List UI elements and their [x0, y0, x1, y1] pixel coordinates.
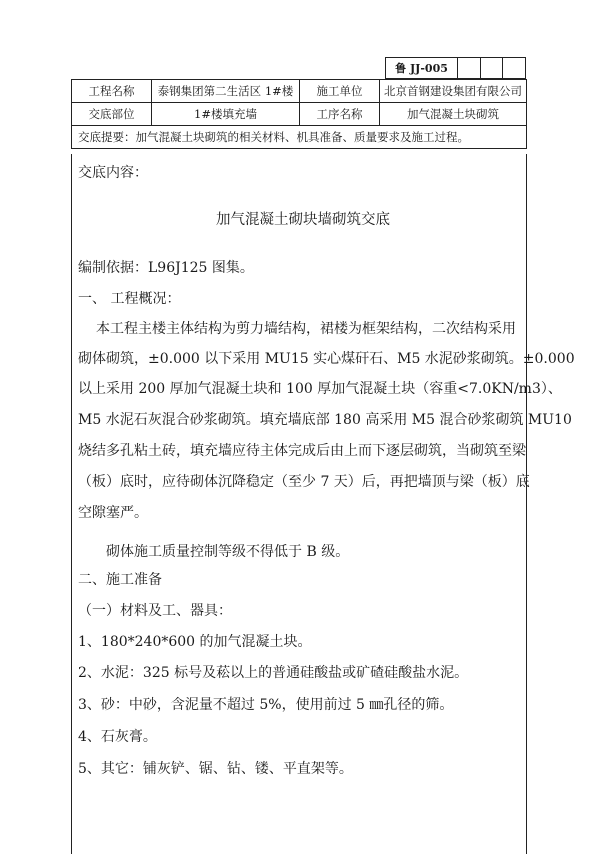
overview-line: 空隙塞严。: [78, 505, 148, 521]
subsection1-heading: （一）材料及工、器具：: [78, 603, 232, 619]
code-cell: [458, 58, 481, 78]
location-value: 1#楼填充墙: [152, 103, 300, 126]
code-cell: [503, 58, 525, 78]
list-item: 4、石灰膏。: [78, 729, 157, 745]
list-item: 5、其它：铺灰铲、锯、钻、镂、平直架等。: [78, 761, 353, 777]
header-table: [71, 79, 527, 149]
list-item: 2、水泥：325 标号及菘以上的普通硅酸盐或矿碴硅酸盐水泥。: [78, 665, 469, 681]
project-name-value: 泰钢集团第二生活区 1#楼: [152, 80, 300, 103]
process-label: 工序名称: [299, 103, 379, 126]
code-cell: [481, 58, 504, 78]
basis-line: 编制依据：L96J125 图集。: [78, 260, 254, 276]
overview-line: 以上采用 200 厚加气混凝土块和 100 厚加气混凝土块（容重<7.0KN/m3）、: [78, 381, 562, 397]
content-label: 交底内容：: [78, 165, 148, 181]
overview-line: 本工程主楼主体结构为剪力墙结构，裙楼为框架结构，二次结构采用: [96, 321, 516, 337]
document-code-box: [385, 57, 526, 79]
project-name-label: 工程名称: [72, 80, 152, 103]
contractor-value: 北京首钢建设集团有限公司: [380, 80, 527, 103]
overview-line: （板）底时，应待砌体沉降稳定（至少 7 天）后，再把墙顶与梁（板）底: [78, 474, 530, 490]
overview-line: 砌体砌筑，±0.000 以下采用 MU15 实心煤矸石、M5 水泥砂浆砌筑。±0.000: [78, 351, 575, 367]
contractor-label: 施工单位: [299, 80, 379, 103]
section1-heading: 一、 工程概况：: [78, 291, 181, 307]
overview-line: M5 水泥石灰混合砂浆砌筑。填充墙底部 180 高采用 M5 混合砂浆砌筑 MU10: [78, 412, 572, 428]
summary-row: 交底提要：加气混凝土块砌筑的相关材料、机具准备、质量要求及施工过程。: [72, 126, 527, 149]
document-title: 加气混凝土砌块墙砌筑交底: [216, 212, 390, 228]
process-value: 加气混凝土块砌筑: [380, 103, 527, 126]
overview-line: 烧结多孔粘土砖，填充墙应待主体完成后由上而下逐层砌筑，当砌筑至梁: [78, 443, 526, 459]
list-item: 3、砂：中砂，含泥量不超过 5%，使用前过 5 ㎜孔径的筛。: [78, 697, 454, 713]
location-label: 交底部位: [72, 103, 152, 126]
document-code: 鲁 JJ-005: [386, 58, 458, 78]
list-item: 1、180*240*600 的加气混凝土块。: [78, 634, 312, 650]
section2-heading: 二、施工准备: [78, 572, 162, 588]
quality-line: 砌体施工质量控制等级不得低于 B 级。: [106, 544, 350, 560]
